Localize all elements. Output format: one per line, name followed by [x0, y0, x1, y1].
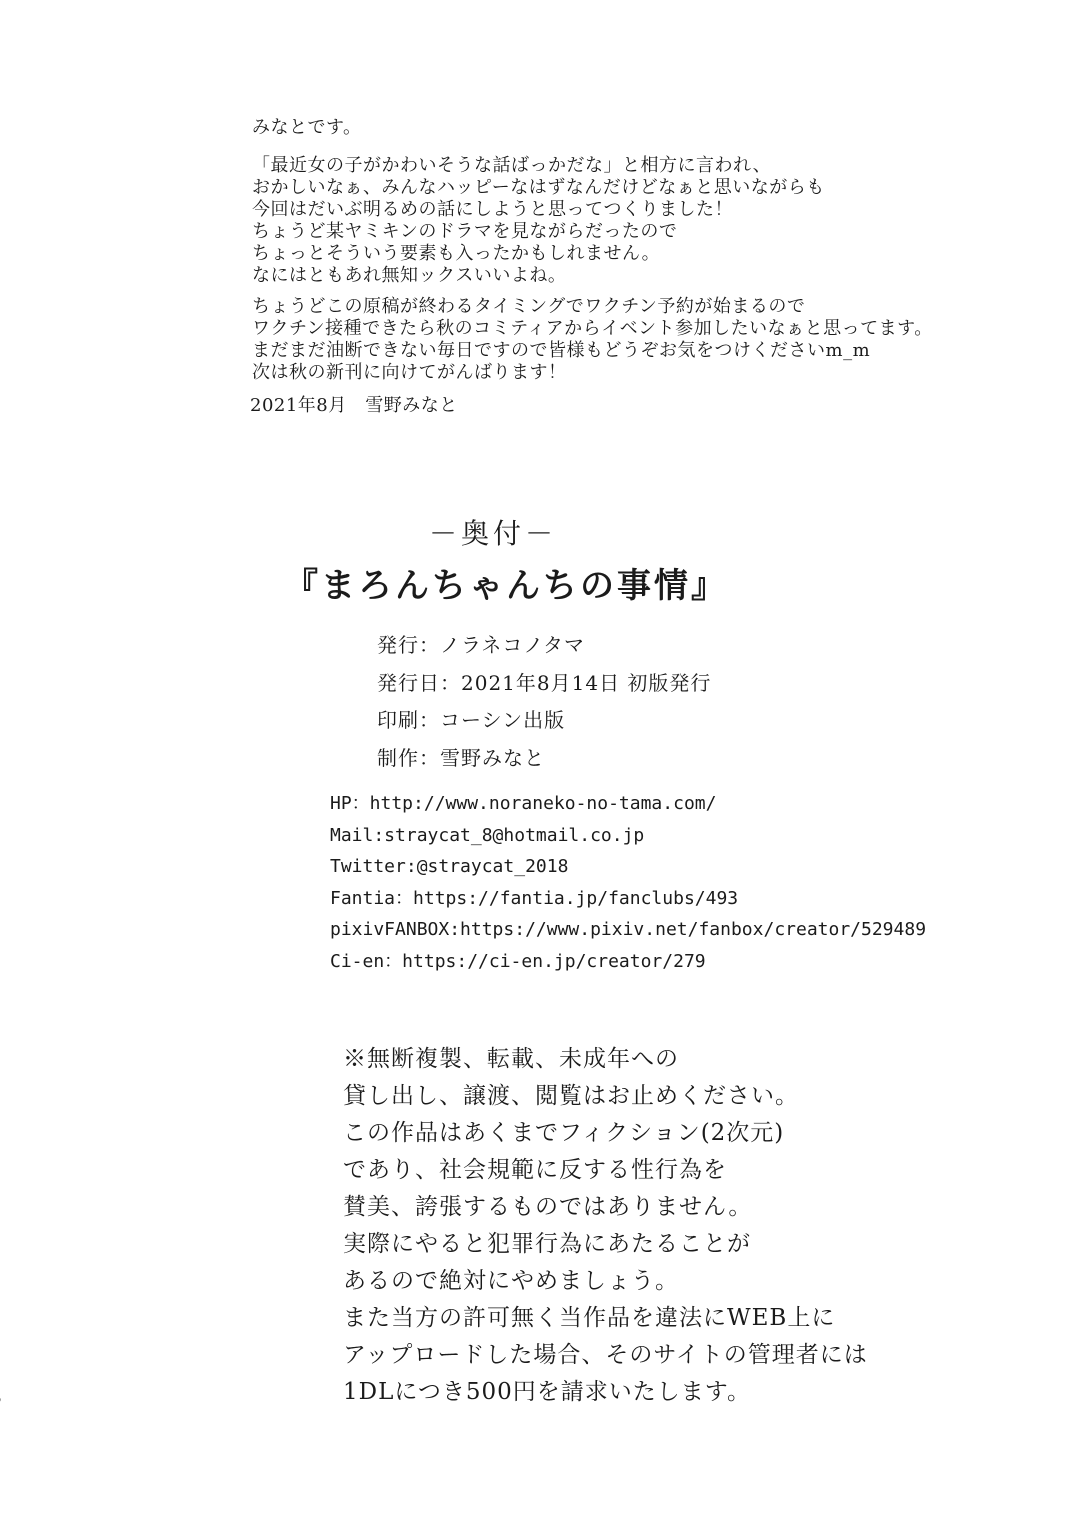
entry-value: 2021年8月14日 初版発行	[461, 670, 712, 695]
afterword-line: 今回はだいぶ明るめの話にしようと思ってつくりました！	[252, 199, 733, 220]
afterword-line: ワクチン接種できたら秋のコミティアからイベント参加したいなぁと思ってます。	[252, 318, 933, 339]
link-fantia: Fantia：https://fantia.jp/fanclubs/493	[330, 887, 739, 909]
legal-disclaimer	[343, 1041, 868, 1411]
afterword-paragraph-2	[252, 296, 933, 384]
disclaimer-line: あるので絶対にやめましょう。	[343, 1268, 679, 1294]
colophon-entries	[377, 627, 711, 777]
disclaimer-line: アップロードした場合、そのサイトの管理者には	[343, 1342, 868, 1368]
afterword-line: ちょうど某ヤミキンのドラマを見ながらだったので	[252, 221, 678, 242]
disclaimer-line: また当方の許可無く当作品を違法にWEB上に	[343, 1305, 836, 1331]
disclaimer-line: 1DLにつき500円を請求いたします。	[343, 1379, 751, 1405]
link-cien: Ci-en：https://ci-en.jp/creator/279	[330, 950, 706, 972]
entry-value: ノラネコノタマ	[440, 633, 585, 657]
colophon-entry-printer	[377, 702, 711, 740]
disclaimer-line: 貸し出し、譲渡、閲覧はお止めください。	[343, 1083, 799, 1109]
afterword-line: まだまだ油断できない毎日ですので皆様もどうぞお気をつけくださいm_m	[252, 340, 871, 361]
afterword-signoff: 2021年8月 雪野みなと	[250, 395, 458, 416]
link-twitter: Twitter:@straycat_2018	[330, 856, 569, 878]
page-number-digit	[0, 1393, 1, 1407]
page-number-digit	[0, 1379, 1, 1393]
afterword-line: おかしいなぁ、みんなハッピーなはずなんだけどなぁと思いながらも	[252, 177, 825, 198]
colophon-entry-creator	[377, 740, 711, 778]
disclaimer-line: であり、社会規範に反する性行為を	[343, 1157, 727, 1183]
colophon-entry-publish-date	[377, 665, 711, 703]
entry-label: 発行：	[377, 633, 440, 657]
disclaimer-line: 実際にやると犯罪行為にあたることが	[343, 1231, 751, 1257]
afterword-line: ちょうどこの原稿が終わるタイミングでワクチン予約が始まるので	[252, 296, 806, 317]
disclaimer-line: ※無断複製、転載、未成年への	[343, 1046, 679, 1072]
entry-label: 印刷：	[377, 708, 440, 732]
colophon-section-label: －奥付－	[428, 517, 557, 550]
afterword-line: 次は秋の新刊に向けてがんばります！	[252, 362, 567, 383]
afterword-paragraph-1	[252, 155, 825, 287]
entry-label: 制作：	[377, 745, 440, 770]
link-mail: Mail:straycat_8@hotmail.co.jp	[330, 824, 645, 846]
link-pixivfanbox: pixivFANBOX:https://www.pixiv.net/fanbox/creator/529489	[330, 919, 927, 941]
entry-label: 発行日：	[377, 670, 461, 695]
disclaimer-line: 賛美、誇張するものではありません。	[343, 1194, 753, 1220]
afterword-greeting-block	[252, 117, 362, 139]
colophon-entry-publisher	[377, 627, 711, 665]
afterword-line: ちょっとそういう要素も入ったかもしれません。	[252, 243, 661, 264]
disclaimer-line: この作品はあくまでフィクション(2次元)	[343, 1120, 785, 1146]
link-homepage: HP：http://www.noraneko-no-tama.com/	[330, 793, 717, 814]
contact-links	[330, 788, 926, 978]
afterword-line: なにはともあれ無知ックスいいよね。	[252, 265, 567, 286]
page-number	[0, 1379, 1, 1407]
entry-value: 雪野みなと	[440, 745, 545, 770]
afterword-greeting: みなとです。	[252, 117, 362, 138]
afterword-line: 「最近女の子がかわいそうな話ばっかだな」と相方に言われ、	[252, 155, 772, 176]
entry-value: コーシン出版	[440, 708, 566, 732]
book-title: 『まろんちゃんちの事情』	[284, 566, 728, 606]
